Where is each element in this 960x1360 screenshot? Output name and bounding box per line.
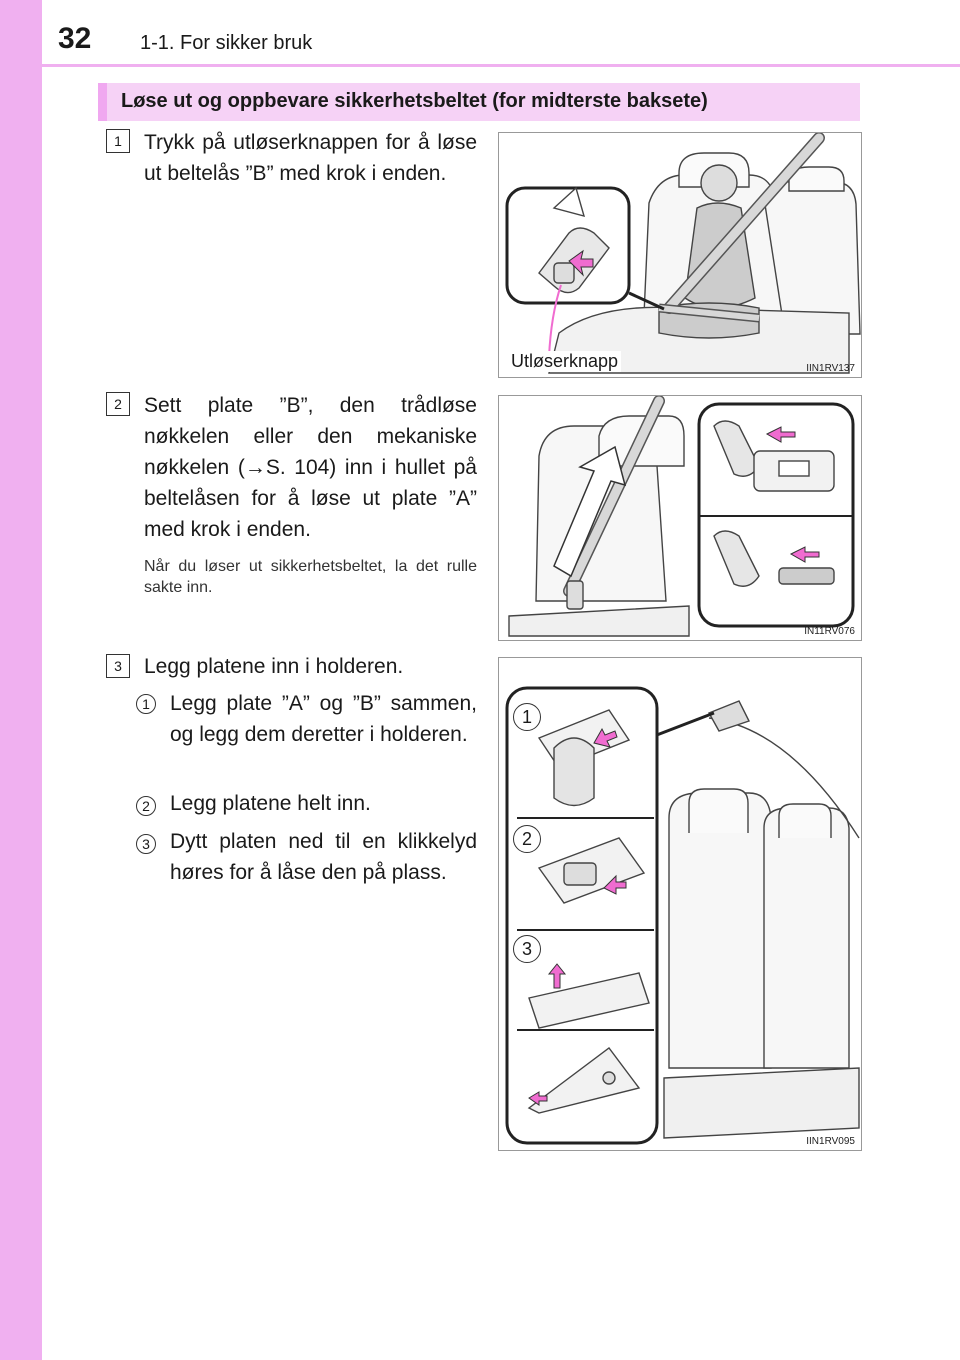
panel-number-2: 2 xyxy=(513,825,541,853)
seat-release-illustration xyxy=(499,133,861,377)
figure-code: IIN1RV137 xyxy=(806,363,855,374)
page-number: 32 xyxy=(58,22,92,55)
step-number-3: 3 xyxy=(106,654,130,678)
substep-2-text: Legg platene helt inn. xyxy=(170,792,371,815)
figure-unlock-plate xyxy=(498,395,862,641)
step-2-note: Når du løser ut sikkerhetsbeltet, la det rulle sakte inn. xyxy=(144,558,477,596)
substep-number-1: 1 xyxy=(136,694,156,714)
step-number-2: 2 xyxy=(106,392,130,416)
chapter-title: 1-1. For sikker bruk xyxy=(140,32,313,54)
figure-code: IIN1RV095 xyxy=(806,1136,855,1147)
panel-number-3: 3 xyxy=(513,935,541,963)
substep-3-text: Dytt platen ned til en klikkelyd høres for å låse den på plass. xyxy=(170,830,477,884)
step-1-text: Trykk på utløserknappen for å løse ut beltelås ”B” med krok i enden. xyxy=(144,131,477,185)
side-margin-bar xyxy=(0,0,42,1360)
substep-1-text: Legg plate ”A” og ”B” sammen, og legg dem deretter i holderen. xyxy=(170,692,477,746)
panel-number-1: 1 xyxy=(513,703,541,731)
figure-stow-plates xyxy=(498,657,862,1151)
figure-release-button xyxy=(498,132,862,378)
release-button-callout: Utløserknapp xyxy=(508,351,621,372)
stow-plates-illustration xyxy=(499,658,861,1150)
substep-number-3: 3 xyxy=(136,834,156,854)
header-rule xyxy=(42,64,960,67)
plate-release-illustration xyxy=(499,396,861,640)
substep-number-2: 2 xyxy=(136,796,156,816)
section-title: Løse ut og oppbevare sikkerhetsbeltet (for midterste baksete) xyxy=(121,90,708,112)
section-banner xyxy=(98,83,860,121)
step-number-1: 1 xyxy=(106,129,130,153)
step-2-text: Sett plate ”B”, den trådløse nøkkelen eller den mekaniske nøkkelen (→S. 104) inn i hullet på beltelåsen for å løse ut plate ”A” med krok i enden. xyxy=(144,394,477,541)
step-3-text: Legg platene inn i holderen. xyxy=(144,655,404,678)
figure-code: IN11RV076 xyxy=(804,626,855,637)
